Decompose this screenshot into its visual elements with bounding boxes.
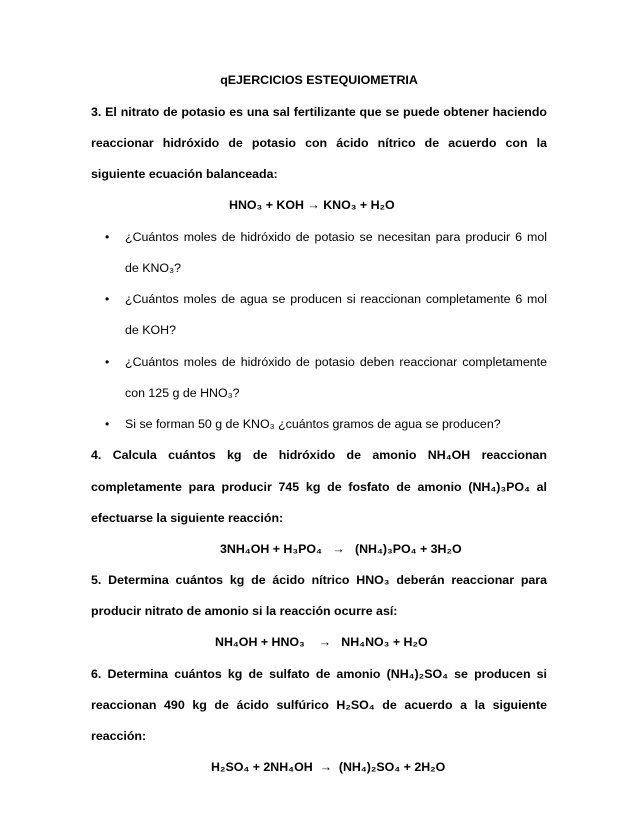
question-3-line-2: con 125 g de HNO₃? [125, 386, 240, 400]
problem-4-line-3: efectuarse la siguiente reacción: [91, 511, 284, 525]
arrow-icon: → [318, 635, 331, 649]
problem-3-line-3: siguiente ecuación balanceada: [91, 167, 278, 181]
question-2-line-2: de KOH? [125, 323, 176, 337]
problem-6-line-1: 6. Determina cuántos kg de sulfato de amonio (NH₄)₂SO₄ se producen si [91, 667, 547, 681]
problem-3-equation [229, 197, 395, 213]
equation-left: H₂SO₄ + 2NH₄OH [211, 760, 313, 774]
problem-3-line-2: reaccionar hidróxido de potasio con ácido nítrico de acuerdo con la [91, 136, 547, 150]
problem-4-line-2: completamente para producir 745 kg de fosfato de amonio (NH₄)₃PO₄ al [91, 480, 547, 494]
equation-right: NH₄NO₃ + H₂O [341, 635, 428, 649]
question-4-line-1: Si se forman 50 g de KNO₃ ¿cuántos gramos de agua se producen? [125, 417, 501, 431]
problem-4-equation [220, 541, 462, 557]
problem-6-line-3: reacción: [91, 729, 147, 743]
problem-5-equation [215, 634, 428, 650]
bullet-icon: • [105, 230, 110, 244]
problem-6-equation [211, 759, 445, 775]
equation-right: (NH₄)₂SO₄ + 2H₂O [338, 760, 446, 774]
page-title: qEJERCICIOS ESTEQUIOMETRIA [220, 73, 418, 87]
bullet-icon: • [105, 355, 110, 369]
equation-right: KNO₃ + H₂O [323, 198, 395, 212]
question-2-line-1: ¿Cuántos moles de agua se producen si reaccionan completamente 6 mol [125, 292, 547, 306]
bullet-icon: • [105, 292, 110, 306]
equation-left: NH₄OH + HNO₃ [215, 635, 305, 649]
problem-4-line-1: 4. Calcula cuántos kg de hidróxido de amonio NH₄OH reaccionan [91, 448, 547, 462]
problem-3-line-1: 3. El nitrato de potasio es una sal fertilizante que se puede obtener haciendo [91, 105, 547, 119]
bullet-icon: • [105, 417, 110, 431]
arrow-icon: → [307, 198, 320, 212]
arrow-icon: → [332, 542, 345, 556]
question-3-line-1: ¿Cuántos moles de hidróxido de potasio deben reaccionar completamente [125, 355, 547, 369]
equation-right: (NH₄)₃PO₄ + 3H₂O [354, 542, 462, 556]
question-1-line-1: ¿Cuántos moles de hidróxido de potasio se necesitan para producir 6 mol [125, 230, 547, 244]
equation-left: 3NH₄OH + H₃PO₄ [220, 542, 322, 556]
problem-6-line-2: reaccionan 490 kg de ácido sulfúrico H₂SO₄ de acuerdo a la siguiente [91, 698, 547, 712]
problem-5-line-1: 5. Determina cuántos kg de ácido nítrico HNO₃ deberán reaccionar para [91, 573, 547, 587]
arrow-icon: → [319, 760, 332, 774]
problem-5-line-2: producir nitrato de amonio si la reacción ocurre así: [91, 604, 398, 618]
question-1-line-2: de KNO₃? [125, 261, 182, 275]
equation-left: HNO₃ + KOH [229, 198, 304, 212]
